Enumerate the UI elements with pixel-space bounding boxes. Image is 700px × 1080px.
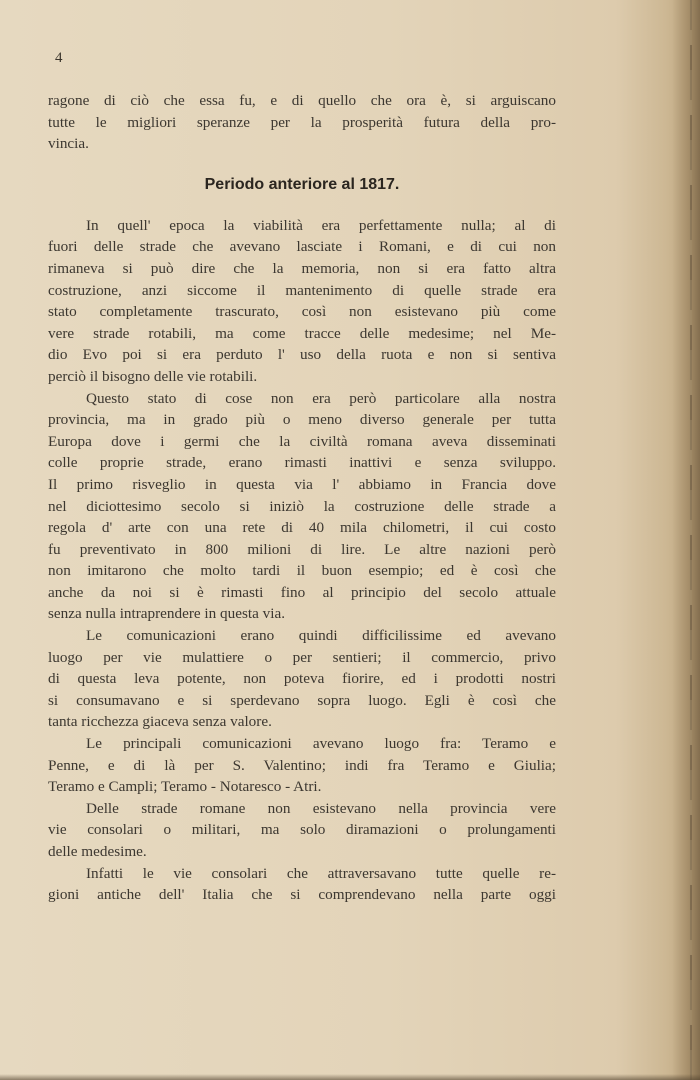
text-line: si consumavano e si sperdevano sopra luogo. Egli è così che (48, 691, 556, 709)
text-line: delle medesime. (48, 843, 147, 860)
section-paragraphs (48, 215, 556, 906)
text-line: provincia, ma in grado più o meno diverso generale per tutta (48, 411, 556, 429)
paragraph (48, 733, 556, 798)
text-line: tutte le migliori speranze per la prosperità futura della pro- (48, 113, 556, 131)
text-line: colle proprie strade, erano rimasti inattivi e senza sviluppo. (48, 454, 556, 472)
paragraph (48, 863, 556, 906)
text-line: non imitarono che molto tardi il buon esempio; ed è così che (48, 562, 556, 580)
text-line: Penne, e di là per S. Valentino; indi fra Teramo e Giulia; (48, 756, 556, 774)
page-bottom-edge (0, 1074, 700, 1080)
page-number: 4 (55, 50, 63, 66)
text-line: Delle strade romane non esistevano nella provincia vere (86, 799, 556, 817)
text-line: stato completamente trascurato, così non esistevano più come (48, 303, 556, 321)
text-line: regola d' arte con una rete di 40 mila chilometri, il cui costo (48, 519, 556, 537)
text-line: Le principali comunicazioni avevano luogo fra: Teramo e (86, 735, 556, 753)
paragraph (48, 215, 556, 388)
text-line: anche da noi si è rimasti fino al principio del secolo attuale (48, 583, 556, 601)
binding-shadow (672, 0, 700, 1080)
text-line: Teramo e Campli; Teramo - Notaresco - Atri. (48, 778, 322, 796)
paragraph (48, 625, 556, 733)
text-line: costruzione, anzi siccome il mantenimento di quelle strade era (48, 281, 556, 299)
text-line: vincia. (48, 135, 89, 153)
paragraph (48, 798, 556, 863)
text-line: Le comunicazioni erano quindi difficilissime ed avevano (86, 627, 556, 645)
text-line: di questa leva potente, non poteva fiorire, ed i prodotti nostri (48, 670, 556, 688)
text-line: vere strade rotabili, ma come tracce delle medesime; nel Me- (48, 324, 556, 342)
intro-paragraph (48, 90, 556, 155)
text-line: fu preventivato in 800 milioni di lire. Le altre nazioni però (48, 540, 556, 558)
text-line: dio Evo poi si era perduto l' uso della ruota e non si sentiva (48, 346, 556, 364)
paragraph (48, 388, 556, 626)
text-line: In quell' epoca la viabilità era perfettamente nulla; al di (86, 216, 556, 234)
text-line: vie consolari o militari, ma solo diramazioni o prolungamenti (48, 821, 556, 839)
section-title: Periodo anteriore al 1817. (204, 175, 400, 193)
text-line: tanta ricchezza giaceva senza valore. (48, 713, 272, 731)
text-line: Questo stato di cose non era però particolare alla nostra (86, 389, 556, 407)
text-line: nel diciottesimo secolo si iniziò la costruzione delle strade a (48, 497, 556, 515)
body-text (48, 90, 556, 906)
text-line: senza nulla intraprendere in questa via. (48, 605, 285, 623)
text-line: Europa dove i germi che la civiltà romana aveva disseminati (48, 432, 556, 450)
text-line: perciò il bisogno delle vie rotabili. (48, 367, 258, 385)
text-line: luogo per vie mulattiere o per sentieri; il commercio, privo (48, 648, 556, 666)
binding-edge (690, 0, 692, 1080)
text-line: Infatti le vie consolari che attraversavano tutte quelle re- (86, 864, 556, 882)
text-line: fuori delle strade che avevano lasciate i Romani, e di cui non (48, 238, 556, 256)
text-line: ragone di ciò che essa fu, e di quello che ora è, si arguiscano (48, 92, 556, 109)
text-line: gioni antiche dell' Italia che si comprendevano nella parte oggi (48, 886, 556, 904)
text-line: Il primo risveglio in questa via l' abbiamo in Francia dove (48, 475, 556, 493)
text-line: rimaneva si può dire che la memoria, non si era fatto altra (48, 259, 556, 277)
